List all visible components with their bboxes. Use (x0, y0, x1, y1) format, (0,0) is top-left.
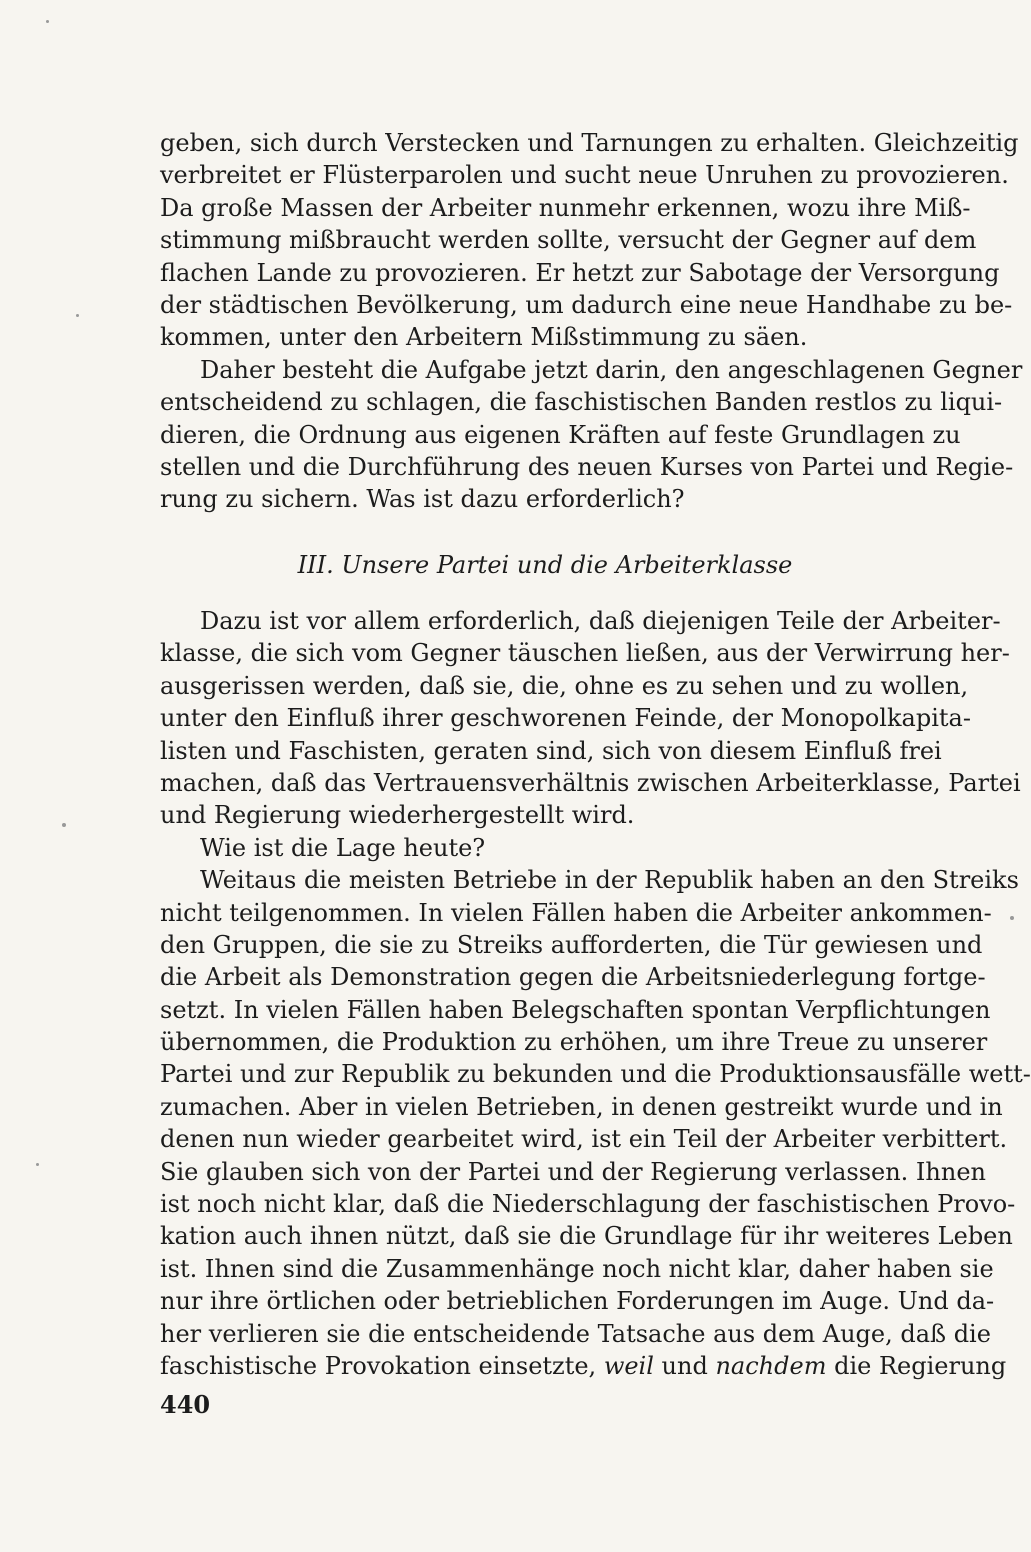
text-line: den Gruppen, die sie zu Streiks aufforderten, die Tür gewiesen und (160, 930, 983, 959)
text-line: Wie ist die Lage heute? (200, 833, 486, 862)
paragraph-block-main (160, 605, 1031, 1382)
text-line: Daher besteht die Aufgabe jetzt darin, den angeschlagenen Gegner (200, 355, 1023, 384)
text-line: entscheidend zu schlagen, die faschistischen Banden restlos zu liqui- (160, 388, 1003, 417)
text-line: übernommen, die Produktion zu erhöhen, um ihre Treue zu unserer (160, 1028, 988, 1057)
text-line: Sie glauben sich von der Partei und der Regierung verlassen. Ihnen (160, 1157, 986, 1186)
text-line: denen nun wieder gearbeitet wird, ist ein Teil der Arbeiter verbittert. (160, 1125, 1008, 1154)
text-line: her verlieren sie die entscheidende Tatsache aus dem Auge, daß die (160, 1319, 991, 1348)
text-line: setzt. In vielen Fällen haben Belegschaften spontan Verpflichtungen (160, 995, 991, 1024)
emphasis-weil: weil (603, 1351, 654, 1380)
text-run: und (653, 1351, 716, 1380)
text-run: faschistische Provokation einsetzte, (160, 1351, 604, 1380)
text-line: Da große Massen der Arbeiter nunmehr erkennen, wozu ihre Miß- (160, 193, 971, 222)
text-line: verbreitet er Flüsterparolen und sucht neue Unruhen zu provozieren. (160, 161, 1009, 190)
text-line: nur ihre örtlichen oder betrieblichen Forderungen im Auge. Und da- (160, 1287, 995, 1316)
scan-speck (76, 314, 79, 317)
scan-speck (62, 823, 66, 827)
text-run: die Regierung (826, 1351, 1007, 1380)
text-line: kommen, unter den Arbeitern Mißstimmung zu säen. (160, 323, 808, 352)
text-line: der städtischen Bevölkerung, um dadurch eine neue Handhabe zu be- (160, 290, 1013, 319)
text-line: klasse, die sich vom Gegner täuschen ließen, aus der Verwirrung her- (160, 639, 1010, 668)
text-line: unter den Einfluß ihrer geschworenen Feinde, der Monopolkapita- (160, 704, 971, 733)
text-line: geben, sich durch Verstecken und Tarnungen zu erhalten. Gleichzeitig (160, 129, 1019, 157)
text-line: Weitaus die meisten Betriebe in der Republik haben an den Streiks (200, 866, 1019, 895)
text-line: dieren, die Ordnung aus eigenen Kräften auf feste Grundlagen zu (160, 420, 961, 449)
scan-speck (36, 1163, 39, 1166)
scan-speck (46, 20, 49, 23)
section-heading: III. Unsere Partei und die Arbeiterklasse (297, 551, 793, 579)
text-line: und Regierung wiederhergestellt wird. (160, 801, 635, 830)
text-line: Dazu ist vor allem erforderlich, daß diejenigen Teile der Arbeiter- (200, 607, 1001, 635)
paragraph-block-top (160, 127, 1023, 516)
text-line-emphasis (160, 1350, 1007, 1382)
text-line: ist noch nicht klar, daß die Niederschlagung der faschistischen Provo- (160, 1190, 1016, 1219)
emphasis-nachdem: nachdem (715, 1351, 827, 1380)
page-number: 440 (160, 1390, 211, 1419)
text-line: stellen und die Durchführung des neuen Kurses von Partei und Regie- (160, 452, 1014, 481)
text-line: die Arbeit als Demonstration gegen die Arbeitsniederlegung fortge- (160, 963, 986, 992)
text-line: machen, daß das Vertrauensverhältnis zwischen Arbeiterklasse, Partei (160, 768, 1021, 797)
text-line: ist. Ihnen sind die Zusammenhänge noch nicht klar, daher haben sie (160, 1254, 994, 1283)
text-line: kation auch ihnen nützt, daß sie die Grundlage für ihr weiteres Leben (160, 1222, 1013, 1251)
text-line: rung zu sichern. Was ist dazu erforderlich? (160, 485, 685, 514)
scan-speck (1010, 916, 1014, 920)
text-line: nicht teilgenommen. In vielen Fällen haben die Arbeiter ankommen- (160, 898, 992, 927)
text-line: Partei und zur Republik zu bekunden und die Produktionsausfälle wett- (160, 1060, 1031, 1089)
text-line: ausgerissen werden, daß sie, die, ohne es zu sehen und zu wollen, (160, 671, 969, 700)
text-line: zumachen. Aber in vielen Betrieben, in denen gestreikt wurde und in (160, 1092, 1003, 1121)
text-line: flachen Lande zu provozieren. Er hetzt zur Sabotage der Versorgung (160, 258, 1000, 287)
text-line: stimmung mißbraucht werden sollte, versucht der Gegner auf dem (160, 226, 977, 255)
text-line: listen und Faschisten, geraten sind, sich von diesem Einfluß frei (160, 736, 942, 765)
